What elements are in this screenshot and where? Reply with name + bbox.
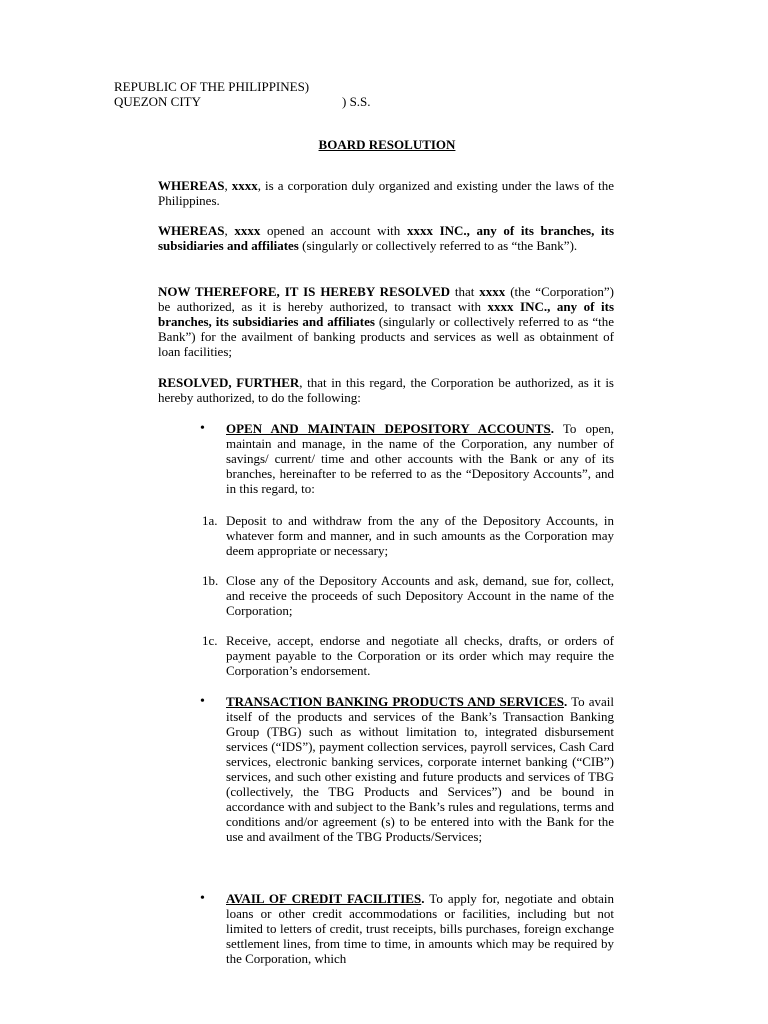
whereas-2-mid: opened an account with: [260, 223, 407, 238]
bullet-text: To open, maintain and manage, in the name of the Corporation, any number of savings/ current/ time and other accounts with the Bank or any of its branches, hereinafter to be referred to as the “Depository Accounts”, and in this regard, to:: [226, 421, 614, 496]
bullet-text: To apply for, negotiate and obtain loans or other credit accommodations or facilities, including but not limited to letters of credit, trust receipts, bills purchases, foreign exchange settlement lines, from time to time, in amounts which may be required by the Corporation, which: [226, 891, 614, 966]
whereas-paragraph-2: [158, 223, 614, 253]
bullet-heading: AVAIL OF CREDIT FACILITIES: [226, 891, 422, 906]
heading-period: .: [421, 891, 425, 906]
bullet-marker: •: [200, 421, 205, 436]
now-therefore-keyword: NOW THEREFORE, IT IS HEREBY RESOLVED: [158, 284, 450, 299]
whereas-keyword: WHEREAS: [158, 178, 225, 193]
venue-header: [114, 79, 414, 109]
subitem-number: 1c.: [202, 633, 218, 648]
whereas-separator: ,: [224, 178, 232, 193]
bank-name: xxxx INC., any of its branches, its subsidiaries and affiliates: [158, 299, 614, 329]
whereas-separator: ,: [224, 223, 235, 238]
resolved-further-keyword: RESOLVED, FURTHER: [158, 375, 300, 390]
document-title: BOARD RESOLUTION: [318, 137, 456, 152]
bullet-marker: •: [200, 891, 205, 906]
now-therefore-text: (singularly or collectively referred to as “the Bank”) for the availment of banking products and services as well as obtainment of loan facilities;: [158, 314, 614, 359]
subitem-text: Receive, accept, endorse and negotiate all checks, drafts, or orders of payment payable to the Corporation or its order which may require the Corporation’s endorsement.: [226, 633, 614, 678]
bullet-text: To avail itself of the products and services of the Bank’s Transaction Banking Group (TBG) such as without limitation to, integrated disbursement services (“IDS”), payment collection services, payroll services, Cash Card services, electronic banking services, corporate internet banking (“CIB”) services, and such other existing and future products and services of TBG (collectively, the TBG Products and Services”) and be bound in accordance with and subject to the Bank’s rules and regulations, terms and conditions and/or agreement (s) to be entered into with the Bank for the use and availment of the TBG Products/Services;: [226, 694, 614, 844]
now-therefore-mid-2: (the “Corporation”) be authorized, as it is hereby authorized, to transact with: [158, 284, 614, 314]
bullet-body: [226, 891, 614, 966]
whereas-2-text: (singularly or collectively referred to as “the Bank”).: [298, 238, 578, 253]
corporation-placeholder: xxxx: [231, 178, 258, 193]
whereas-1-text: , is a corporation duly organized and existing under the laws of the Philippines.: [158, 178, 614, 208]
whereas-keyword: WHEREAS: [158, 223, 225, 238]
bullet-heading: TRANSACTION BANKING PRODUCTS AND SERVICES: [226, 694, 565, 709]
heading-period: .: [564, 694, 568, 709]
subitem-text: Close any of the Depository Accounts and ask, demand, sue for, collect, and receive the proceeds of such Depository Account in the name of the Corporation;: [226, 573, 614, 618]
now-therefore-paragraph: [158, 284, 614, 359]
resolved-further-text: , that in this regard, the Corporation be authorized, as it is hereby authorized, to do the following:: [158, 375, 614, 405]
whereas-paragraph-1: [158, 178, 614, 208]
bank-name: xxxx INC., any of its branches, its subsidiaries and affiliates: [158, 223, 615, 253]
subitem-number: 1b.: [202, 573, 219, 588]
bullet-body: [226, 694, 614, 844]
corporation-placeholder: xxxx: [479, 284, 506, 299]
resolved-further-paragraph: [158, 375, 614, 405]
now-therefore-mid-1: that: [449, 284, 480, 299]
venue-line-city: QUEZON CITY: [114, 94, 202, 109]
venue-line-republic: REPUBLIC OF THE PHILIPPINES): [114, 79, 310, 94]
heading-period: .: [550, 421, 554, 436]
corporation-placeholder: xxxx: [234, 223, 261, 238]
bullet-heading: OPEN AND MAINTAIN DEPOSITORY ACCOUNTS: [226, 421, 551, 436]
subitem-text: Deposit to and withdraw from the any of the Depository Accounts, in whatever form and manner, and in such amounts as the Corporation may deem appropriate or necessary;: [226, 513, 614, 558]
venue-ss: ) S.S.: [342, 94, 371, 109]
bullet-marker: •: [200, 694, 205, 709]
bullet-body: [226, 421, 614, 496]
subitem-number: 1a.: [202, 513, 218, 528]
